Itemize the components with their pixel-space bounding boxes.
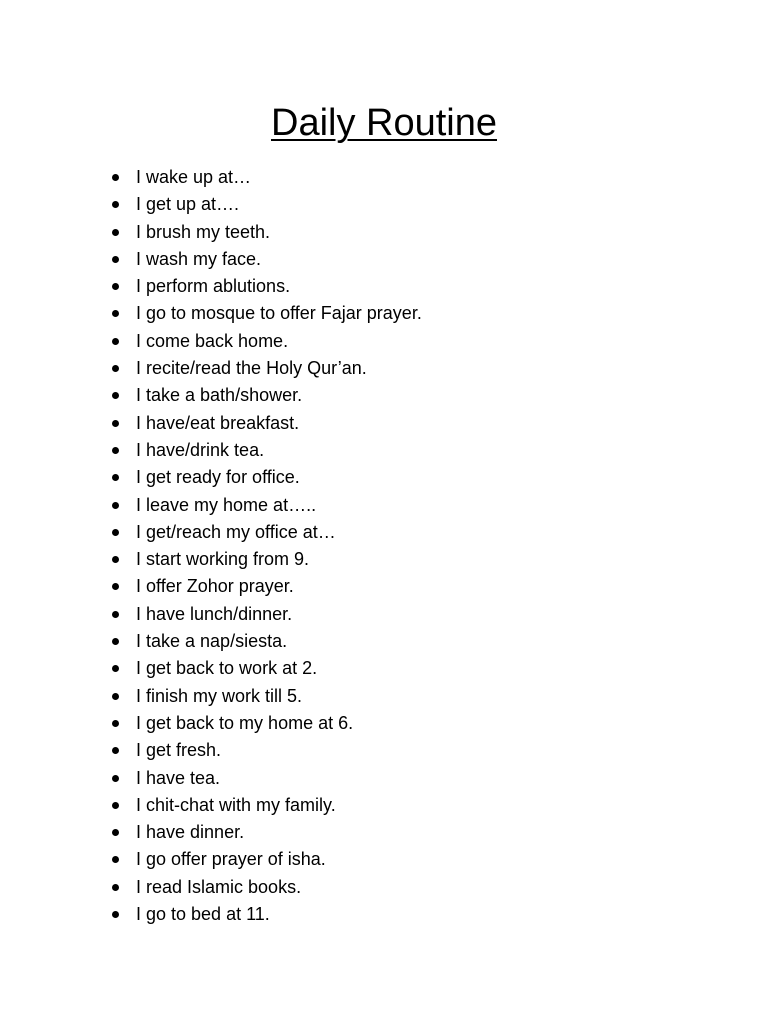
bullet-icon — [112, 556, 119, 563]
list-item-text: I get ready for office. — [136, 467, 300, 488]
bullet-icon — [112, 802, 119, 809]
list-item-text: I go to bed at 11. — [136, 904, 270, 925]
bullet-icon — [112, 638, 119, 645]
list-item — [108, 519, 422, 546]
bullet-icon — [112, 884, 119, 891]
list-item-text: I have lunch/dinner. — [136, 603, 293, 624]
bullet-icon — [112, 611, 119, 618]
list-item — [108, 546, 422, 573]
list-item — [108, 164, 422, 191]
routine-list — [108, 164, 422, 928]
bullet-icon — [112, 720, 119, 727]
bullet-icon — [112, 365, 119, 372]
bullet-icon — [112, 474, 119, 481]
list-item-text: I get fresh. — [136, 740, 222, 761]
list-item — [108, 792, 422, 819]
bullet-icon — [112, 283, 119, 290]
list-item-text: I come back home. — [136, 330, 289, 351]
list-item — [108, 819, 422, 846]
list-item — [108, 628, 422, 655]
list-item — [108, 874, 422, 901]
bullet-icon — [112, 747, 119, 754]
bullet-icon — [112, 529, 119, 536]
bullet-icon — [112, 201, 119, 208]
list-item-text: I get back to work at 2. — [136, 658, 318, 679]
list-item-text: I have dinner. — [136, 822, 245, 843]
list-item-text: I wake up at… — [136, 167, 252, 187]
list-item — [108, 273, 422, 300]
list-item-text: I read Islamic books. — [136, 876, 302, 897]
list-item-text: I have/drink tea. — [136, 439, 265, 460]
list-item-text: I get up at…. — [136, 194, 240, 215]
bullet-icon — [112, 310, 119, 317]
bullet-icon — [112, 447, 119, 454]
list-item — [108, 737, 422, 764]
bullet-icon — [112, 502, 119, 509]
bullet-icon — [112, 665, 119, 672]
list-item-text: I perform ablutions. — [136, 276, 291, 297]
list-item-text: I brush my teeth. — [136, 221, 271, 242]
bullet-icon — [112, 256, 119, 263]
bullet-icon — [112, 911, 119, 918]
list-item — [108, 382, 422, 409]
bullet-icon — [112, 693, 119, 700]
list-item-text: I have tea. — [136, 767, 221, 788]
list-item-text: I offer Zohor prayer. — [136, 576, 294, 597]
list-item-text: I leave my home at….. — [136, 494, 317, 515]
list-item-text: I go to mosque to offer Fajar prayer. — [136, 303, 422, 324]
list-item-text: I get back to my home at 6. — [136, 712, 354, 733]
list-item — [108, 710, 422, 737]
list-item-text: I take a nap/siesta. — [136, 631, 288, 652]
list-item — [108, 191, 422, 218]
list-item — [108, 219, 422, 246]
list-item — [108, 246, 422, 273]
list-item-text: I start working from 9. — [136, 549, 310, 570]
list-item — [108, 328, 422, 355]
bullet-icon — [112, 775, 119, 782]
list-item-text: I chit-chat with my family. — [136, 794, 336, 815]
list-item — [108, 601, 422, 628]
bullet-icon — [112, 392, 119, 399]
list-item-text: I have/eat breakfast. — [136, 412, 300, 433]
list-item — [108, 437, 422, 464]
list-item — [108, 846, 422, 873]
document-title: Daily Routine — [271, 102, 497, 144]
bullet-icon — [112, 583, 119, 590]
bullet-icon — [112, 829, 119, 836]
list-item-text: I get/reach my office at… — [136, 521, 336, 542]
list-item — [108, 464, 422, 491]
list-item-text: I wash my face. — [136, 248, 262, 269]
bullet-icon — [112, 174, 119, 181]
list-item — [108, 300, 422, 327]
list-item — [108, 492, 422, 519]
list-item-text: I take a bath/shower. — [136, 385, 303, 406]
bullet-icon — [112, 420, 119, 427]
list-item-text: I recite/read the Holy Qur’an. — [136, 358, 367, 379]
list-item-text: I finish my work till 5. — [136, 685, 303, 706]
list-item — [108, 410, 422, 437]
list-item — [108, 683, 422, 710]
list-item — [108, 901, 422, 928]
list-item-text: I go offer prayer of isha. — [136, 849, 326, 870]
list-item — [108, 765, 422, 792]
list-item — [108, 655, 422, 682]
bullet-icon — [112, 856, 119, 863]
list-item — [108, 355, 422, 382]
bullet-icon — [112, 229, 119, 236]
list-item — [108, 573, 422, 600]
bullet-icon — [112, 338, 119, 345]
